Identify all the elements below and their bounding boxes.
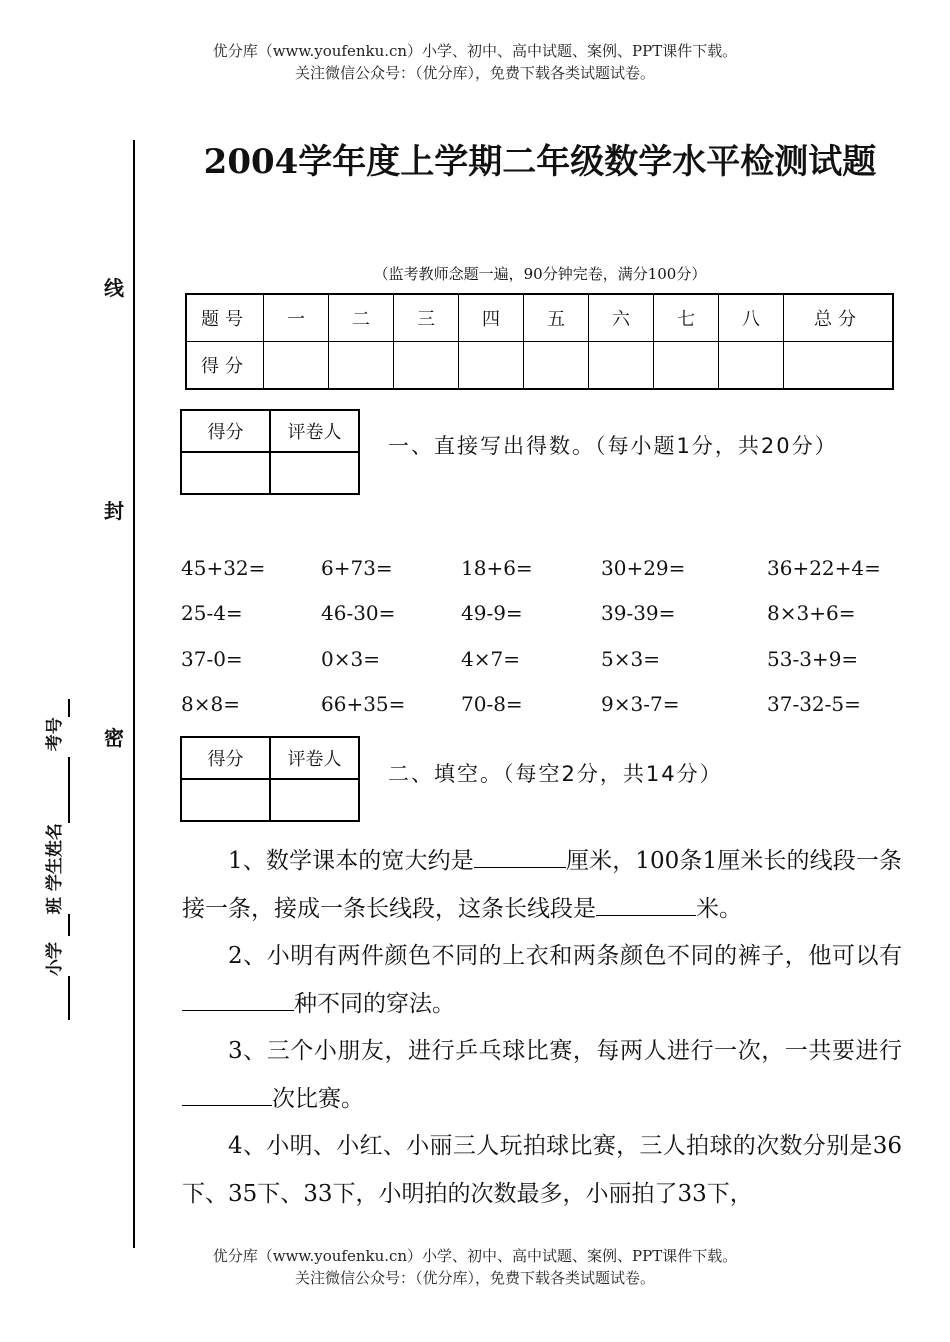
calc-row	[181, 591, 901, 637]
question-1	[182, 838, 902, 933]
grader-score-label: 得分	[181, 737, 270, 779]
score-cell[interactable]	[719, 342, 784, 390]
seal-char-mi: 密	[104, 726, 124, 750]
calc-item: 53-3+9=	[767, 646, 859, 671]
seal-char-xian: 线	[104, 276, 124, 300]
calc-item: 5×3=	[601, 646, 660, 671]
calc-item: 45+32=	[181, 555, 266, 580]
score-header-cell: 二	[329, 294, 394, 342]
fill-in-questions	[182, 838, 902, 1218]
calc-item: 4×7=	[461, 646, 520, 671]
section2-title: 二、填空。（每空2分，共14分）	[388, 762, 723, 786]
question-1-text-a: 1、数学课本的宽大约是	[228, 848, 474, 874]
calc-item: 0×3=	[321, 646, 380, 671]
section1-grader-box	[180, 409, 360, 495]
score-header-cell: 题号	[186, 294, 264, 342]
answer-blank-3[interactable]	[182, 988, 294, 1011]
footer-line-1: 优分库（www.youfenku.cn）小学、初中、高中试题、案例、PPT课件下载。	[212, 1247, 738, 1265]
calc-item: 25-4=	[181, 601, 243, 626]
student-name-blank[interactable]	[50, 757, 70, 823]
score-header-cell: 三	[394, 294, 459, 342]
score-header-cell: 七	[654, 294, 719, 342]
score-cell[interactable]	[654, 342, 719, 390]
score-cell[interactable]	[394, 342, 459, 390]
question-4: 4、小明、小红、小丽三人玩拍球比赛，三人拍球的次数分别是36下、35下、33下，小明拍的次数最多，小丽拍了33下，	[182, 1133, 902, 1207]
footer-line-2: 关注微信公众号：（优分库），免费下载各类试题试卷。	[294, 1269, 655, 1287]
answer-blank-4[interactable]	[182, 1083, 272, 1106]
grader-name-label: 评卷人	[270, 737, 359, 779]
calc-item: 18+6=	[461, 555, 533, 580]
calc-item: 9×3-7=	[601, 692, 680, 717]
score-cell[interactable]	[459, 342, 524, 390]
student-info-block	[40, 640, 70, 1020]
exam-number-blank[interactable]	[50, 699, 70, 717]
grader-name-cell[interactable]	[270, 779, 359, 821]
calc-item: 8×8=	[181, 692, 240, 717]
calc-item: 36+22+4=	[767, 555, 881, 580]
grader-name-label: 评卷人	[270, 410, 359, 452]
question-1-text-b: 厘米，100条1厘米长的线段一条接一条，接成一条长线段，这条长线段是	[182, 848, 902, 922]
answer-blank-1[interactable]	[474, 845, 566, 868]
score-table	[185, 293, 894, 390]
section1-title: 一、直接写出得数。（每小题1分，共20分）	[388, 434, 838, 458]
question-2-text-b: 种不同的穿法。	[294, 990, 455, 1017]
question-1-text-c: 米。	[696, 895, 742, 922]
calc-item: 6+73=	[321, 555, 393, 580]
score-header-cell: 八	[719, 294, 784, 342]
score-cell[interactable]	[524, 342, 589, 390]
question-3-text-b: 次比赛。	[272, 1085, 364, 1112]
calc-item: 37-0=	[181, 646, 243, 671]
score-header-cell: 四	[459, 294, 524, 342]
page-footer	[0, 1245, 950, 1289]
grader-name-cell[interactable]	[270, 452, 359, 494]
header-line-2: 关注微信公众号：（优分库），免费下载各类试题试卷。	[294, 64, 655, 82]
binding-line	[133, 140, 135, 1248]
score-cell[interactable]	[784, 342, 894, 390]
seal-char-feng: 封	[104, 499, 124, 523]
exam-number-label: 考号	[45, 717, 65, 752]
calc-item: 46-30=	[321, 601, 396, 626]
grader-score-label: 得分	[181, 410, 270, 452]
school-label: 小学	[45, 942, 65, 976]
calc-item: 8×3+6=	[767, 601, 856, 626]
calc-item: 66+35=	[321, 692, 406, 717]
grader-score-cell[interactable]	[181, 779, 270, 821]
score-row-label: 得分	[186, 342, 264, 390]
page-header	[0, 40, 950, 84]
score-cell[interactable]	[589, 342, 654, 390]
score-header-cell: 五	[524, 294, 589, 342]
section2-grader-box	[180, 736, 360, 822]
score-table-score-row	[186, 342, 893, 390]
question-2	[182, 933, 902, 1028]
question-3-text-a: 3、三个小朋友，进行乒乓球比赛，每两人进行一次，一共要进行	[228, 1038, 902, 1064]
score-header-cell: 总分	[784, 294, 894, 342]
calc-item: 30+29=	[601, 555, 686, 580]
score-cell[interactable]	[329, 342, 394, 390]
score-header-cell: 一	[264, 294, 329, 342]
student-name-label: 学生姓名	[45, 823, 65, 892]
calculation-grid	[181, 545, 901, 727]
question-2-text-a: 2、小明有两件颜色不同的上衣和两条颜色不同的裤子，他可以有	[228, 943, 902, 969]
class-label: 班	[45, 897, 65, 915]
page-title: 2004学年度上学期二年级数学水平检测试题	[203, 142, 877, 182]
question-3	[182, 1028, 902, 1123]
score-table-header-row	[186, 294, 893, 342]
calc-item: 70-8=	[461, 692, 523, 717]
header-line-1: 优分库（www.youfenku.cn）小学、初中、高中试题、案例、PPT课件下载。	[212, 42, 738, 60]
score-cell[interactable]	[264, 342, 329, 390]
calc-item: 49-9=	[461, 601, 523, 626]
answer-blank-2[interactable]	[596, 893, 696, 916]
school-blank[interactable]	[50, 976, 70, 1020]
calc-item: 37-32-5=	[767, 692, 861, 717]
calc-row	[181, 545, 901, 591]
class-blank[interactable]	[50, 914, 70, 936]
score-header-cell: 六	[589, 294, 654, 342]
calc-row	[181, 636, 901, 682]
exam-instructions: （监考教师念题一遍，90分钟完卷，满分100分）	[373, 265, 707, 283]
grader-score-cell[interactable]	[181, 452, 270, 494]
calc-item: 39-39=	[601, 601, 676, 626]
calc-row	[181, 682, 901, 728]
